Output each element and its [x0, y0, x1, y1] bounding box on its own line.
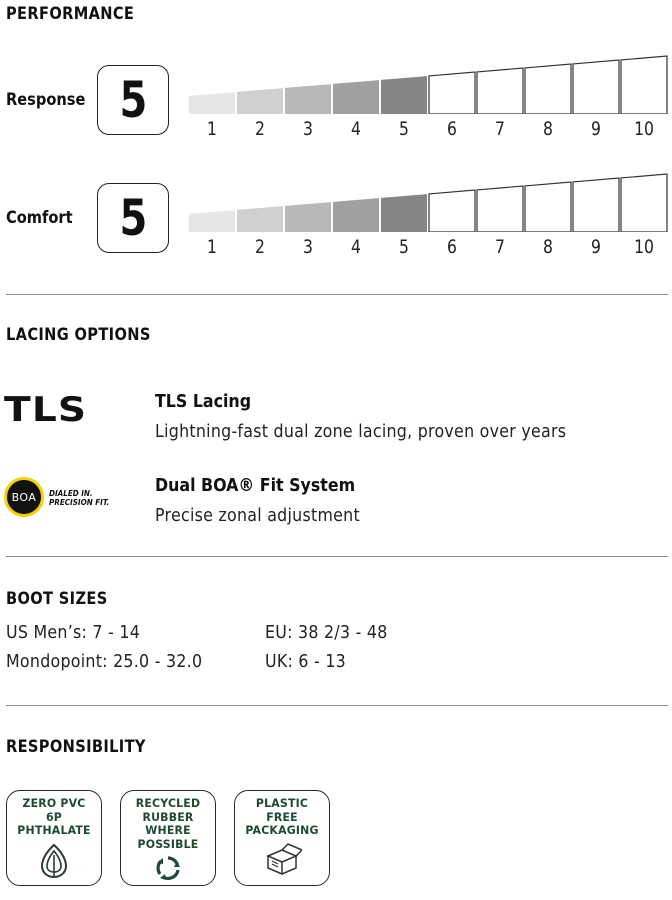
badge-plastic-free	[234, 790, 330, 886]
scale-tick-label: 3	[303, 236, 313, 258]
badge-text-line: PHTHALATE	[17, 823, 91, 837]
sizes-heading: BOOT SIZES	[6, 589, 108, 609]
rating-score: 5	[119, 71, 147, 129]
rating-scale	[188, 54, 668, 140]
badge-text-line: POSSIBLE	[137, 836, 199, 851]
boa-tagline-line: PRECISION FIT.	[49, 498, 110, 507]
scale-tick-label: 10	[634, 236, 654, 258]
boa-tagline	[49, 489, 109, 507]
scale-segment-empty	[573, 60, 619, 114]
scale-segment-filled	[333, 198, 379, 232]
scale-segment-empty	[573, 178, 619, 232]
scale-tick-label: 5	[399, 236, 409, 258]
scale-tick-labels	[188, 236, 668, 260]
responsibility-heading: RESPONSIBILITY	[6, 737, 146, 757]
scale-tick-label: 10	[634, 118, 654, 140]
section-divider	[6, 705, 668, 706]
rating-wedge	[188, 172, 668, 232]
scale-segment-filled	[189, 210, 235, 232]
scale-tick-label: 6	[447, 236, 457, 258]
scale-tick-label: 3	[303, 118, 313, 140]
scale-segment-empty	[477, 186, 523, 232]
option-title: Dual BOA® Fit System	[155, 475, 356, 496]
scale-tick-label: 9	[591, 236, 601, 258]
scale-tick-label: 8	[543, 236, 553, 258]
scale-segment-filled	[285, 202, 331, 232]
scale-segment-empty	[429, 190, 475, 232]
size-uk: UK: 6 - 13	[265, 651, 347, 672]
scale-tick-label: 6	[447, 118, 457, 140]
lacing-heading: LACING OPTIONS	[6, 325, 151, 345]
badge-zero-pvc	[6, 790, 102, 886]
scale-segment-empty	[429, 72, 475, 114]
scale-segment-filled	[381, 194, 427, 232]
scale-tick-label: 5	[399, 118, 409, 140]
boa-logo	[4, 477, 44, 517]
scale-segment-filled	[189, 92, 235, 114]
badge-recycled-rubber	[120, 790, 216, 886]
recycle-icon	[121, 855, 215, 885]
section-divider	[6, 556, 668, 557]
size-mondopoint: Mondopoint: 25.0 - 32.0	[6, 651, 203, 672]
scale-tick-label: 9	[591, 118, 601, 140]
badge-text-line: RUBBER	[142, 809, 194, 824]
scale-tick-label: 7	[495, 118, 505, 140]
badge-text-line: WHERE	[145, 823, 191, 837]
scale-segment-empty	[525, 64, 571, 114]
box-icon	[235, 841, 329, 881]
leaf-icon	[7, 843, 101, 883]
performance-heading: PERFORMANCE	[6, 4, 135, 24]
scale-segment-filled	[333, 80, 379, 114]
badge-text-line: PLASTIC	[255, 796, 309, 810]
scale-tick-label: 4	[351, 236, 361, 258]
rating-comfort	[0, 176, 672, 276]
badge-text-line: PACKAGING	[245, 823, 319, 837]
scale-segment-filled	[237, 206, 283, 232]
rating-wedge	[188, 54, 668, 114]
rating-score: 5	[119, 189, 147, 247]
boa-logo-text: BOA	[11, 490, 37, 504]
size-eu: EU: 38 2/3 - 48	[265, 622, 388, 643]
scale-tick-label: 2	[255, 118, 265, 140]
scale-segment-empty	[477, 68, 523, 114]
rating-label: Comfort	[6, 208, 73, 228]
badge-text-line: 6P	[45, 809, 63, 824]
option-title: TLS Lacing	[155, 391, 252, 412]
scale-tick-labels	[188, 118, 668, 142]
option-description: Lightning-fast dual zone lacing, proven over years	[155, 421, 567, 442]
boa-tagline-line: DIALED IN.	[49, 489, 93, 498]
scale-segment-filled	[381, 76, 427, 114]
scale-tick-label: 8	[543, 118, 553, 140]
badge-text-line: FREE	[266, 809, 298, 824]
scale-segment-filled	[285, 84, 331, 114]
rating-response	[0, 58, 672, 158]
scale-tick-label: 1	[207, 236, 217, 258]
scale-segment-empty	[621, 56, 667, 114]
scale-segment-empty	[525, 182, 571, 232]
scale-segment-filled	[237, 88, 283, 114]
rating-scale	[188, 172, 668, 258]
scale-segment-empty	[621, 174, 667, 232]
tls-logo-text: TLS	[4, 390, 88, 430]
badge-text-line: ZERO PVC	[22, 796, 86, 810]
tls-logo	[4, 390, 88, 430]
scale-tick-label: 1	[207, 118, 217, 140]
rating-score-box	[97, 65, 169, 135]
section-divider	[6, 294, 668, 295]
option-description: Precise zonal adjustment	[155, 505, 360, 526]
scale-tick-label: 4	[351, 118, 361, 140]
badge-text-line: RECYCLED	[135, 796, 201, 810]
scale-tick-label: 7	[495, 236, 505, 258]
size-us-mens: US Men’s: 7 - 14	[6, 622, 141, 643]
rating-score-box	[97, 183, 169, 253]
rating-label: Response	[6, 90, 86, 110]
scale-tick-label: 2	[255, 236, 265, 258]
